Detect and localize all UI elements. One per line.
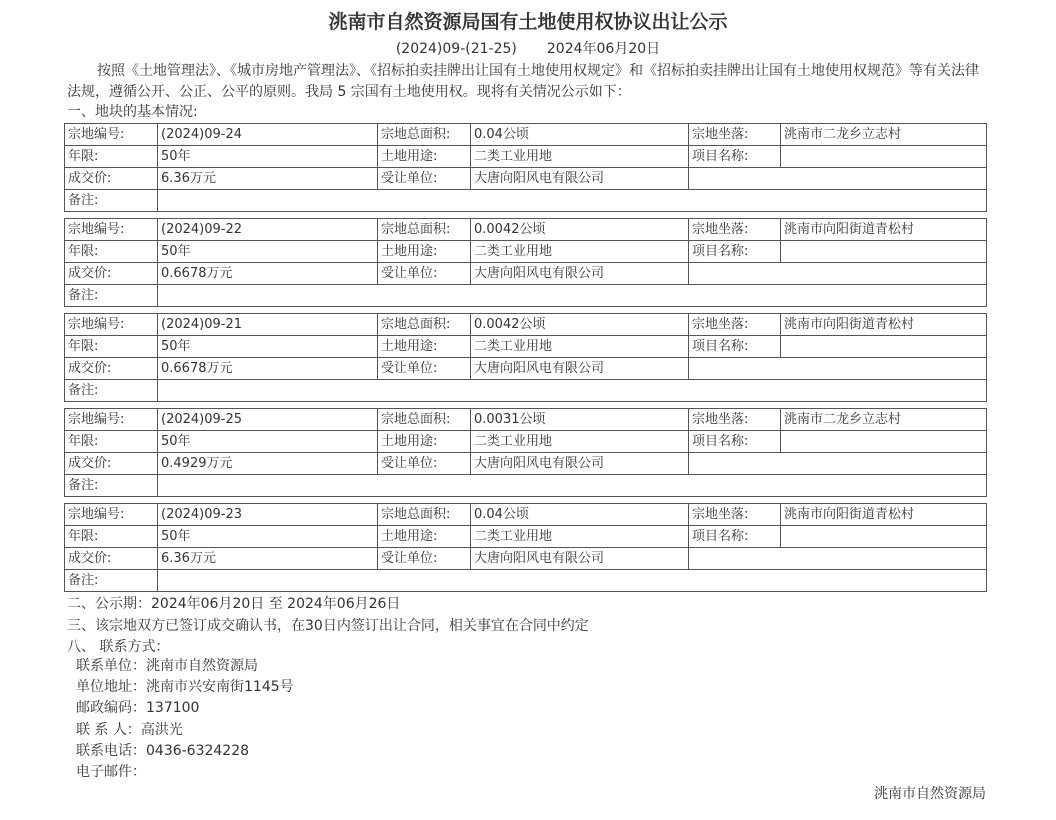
price-value: 0.6678万元 [158,358,378,380]
price-label: 成交价: [65,548,158,570]
remark-label: 备注: [65,380,158,402]
contact-block [76,656,294,783]
term-value: 50年 [158,526,378,548]
area-label: 宗地总面积: [378,504,471,526]
term-label: 年限: [65,431,158,453]
area-value: 0.04公顷 [471,504,689,526]
location-value: 洮南市二龙乡立志村 [781,409,987,431]
price-row-blank [689,263,987,285]
location-label: 宗地坐落: [689,314,781,336]
location-label: 宗地坐落: [689,124,781,146]
term-label: 年限: [65,336,158,358]
use-label: 土地用途: [378,431,471,453]
section-8-heading: 八、 联系方式： [67,639,170,655]
parcel-no-label: 宗地编号: [65,409,158,431]
remark-label: 备注: [65,190,158,212]
project-label: 项目名称: [689,146,781,168]
doc-date: 2024年06月20日 [546,41,661,57]
parcel-row-price [65,548,987,570]
price-row-blank [689,168,987,190]
project-value [781,146,987,168]
area-label: 宗地总面积: [378,409,471,431]
parcel-row-term [65,431,987,453]
parcel-no-value: (2024)09-24 [158,124,378,146]
area-value: 0.0042公顷 [471,314,689,336]
parcel-no-label: 宗地编号: [65,314,158,336]
parcel-no-label: 宗地编号: [65,219,158,241]
project-value [781,526,987,548]
use-value: 二类工业用地 [471,336,689,358]
price-value: 6.36万元 [158,548,378,570]
parcel-row-remark [65,570,987,592]
parcel-row-term [65,336,987,358]
use-label: 土地用途: [378,241,471,263]
parcel-row-term [65,526,987,548]
grantee-label: 受让单位: [378,358,471,380]
location-label: 宗地坐落: [689,504,781,526]
parcel-table [64,503,987,592]
doc-meta [0,39,1056,59]
parcel-row-term [65,146,987,168]
parcel-row-price [65,263,987,285]
term-value: 50年 [158,241,378,263]
area-label: 宗地总面积: [378,124,471,146]
location-label: 宗地坐落: [689,219,781,241]
parcel-no-label: 宗地编号: [65,504,158,526]
grantee-label: 受让单位: [378,263,471,285]
location-label: 宗地坐落: [689,409,781,431]
location-value: 洮南市向阳街道青松村 [781,219,987,241]
parcel-row-remark [65,190,987,212]
notice-sections [67,594,589,659]
parcel-no-value: (2024)09-21 [158,314,378,336]
price-label: 成交价: [65,358,158,380]
remark-value [158,285,987,307]
parcel-row-term [65,241,987,263]
location-value: 洮南市向阳街道青松村 [781,314,987,336]
remark-value [158,190,987,212]
intro-paragraph: 按照《土地管理法》、《城市房地产管理法》、《招标拍卖挂牌出让国有土地使用权规定》和《招标拍卖挂牌出让国有土地使用权规范》等有关法律法规，遵循公开、公正、公平的原则。我局 5 宗国有土地使用权。现将有关情况公示如下： [67,63,979,100]
contact-address: 单位地址：洮南市兴安南街1145号 [76,679,294,696]
parcel-row-price [65,168,987,190]
grantee-value: 大唐向阳风电有限公司 [471,358,689,380]
contact-phone: 联系电话：0436-6324228 [76,742,250,759]
remark-value [158,570,987,592]
price-value: 0.6678万元 [158,263,378,285]
grantee-label: 受让单位: [378,548,471,570]
term-label: 年限: [65,241,158,263]
grantee-value: 大唐向阳风电有限公司 [471,168,689,190]
parcel-row-price [65,358,987,380]
remark-value [158,380,987,402]
doc-number: (2024)09-(21-25) [395,41,517,57]
price-row-blank [689,548,987,570]
remark-label: 备注: [65,475,158,497]
parcel-row-id [65,504,987,526]
area-value: 0.0031公顷 [471,409,689,431]
use-value: 二类工业用地 [471,431,689,453]
price-label: 成交价: [65,168,158,190]
parcel-no-label: 宗地编号: [65,124,158,146]
parcel-row-id [65,124,987,146]
remark-value [158,475,987,497]
page-title: 洮南市自然资源局国有土地使用权协议出让公示 [328,11,728,33]
grantee-value: 大唐向阳风电有限公司 [471,453,689,475]
parcel-row-id [65,409,987,431]
remark-label: 备注: [65,285,158,307]
section-3-contract: 三、该宗地双方已签订成交确认书，在30日内签订出让合同，相关事宜在合同中约定 [67,617,589,634]
price-value: 6.36万元 [158,168,378,190]
remark-label: 备注: [65,570,158,592]
location-value: 洮南市向阳街道青松村 [781,504,987,526]
parcel-no-value: (2024)09-25 [158,409,378,431]
project-value [781,241,987,263]
project-label: 项目名称: [689,241,781,263]
use-label: 土地用途: [378,336,471,358]
term-label: 年限: [65,146,158,168]
term-label: 年限: [65,526,158,548]
area-value: 0.04公顷 [471,124,689,146]
area-label: 宗地总面积: [378,219,471,241]
parcel-table [64,313,987,402]
contact-email: 电子邮件： [76,763,146,780]
price-label: 成交价: [65,453,158,475]
price-value: 0.4929万元 [158,453,378,475]
parcel-no-value: (2024)09-22 [158,219,378,241]
parcel-row-price [65,453,987,475]
term-value: 50年 [158,431,378,453]
parcel-row-id [65,219,987,241]
use-label: 土地用途: [378,146,471,168]
parcel-row-remark [65,475,987,497]
use-label: 土地用途: [378,526,471,548]
area-value: 0.0042公顷 [471,219,689,241]
use-value: 二类工业用地 [471,241,689,263]
project-label: 项目名称: [689,336,781,358]
parcel-table [64,123,987,212]
use-value: 二类工业用地 [471,526,689,548]
section-1-heading: 一、地块的基本情况: [67,104,198,120]
term-value: 50年 [158,146,378,168]
contact-postcode: 邮政编码：137100 [76,700,200,717]
contact-person: 联 系 人：高洪光 [76,721,183,738]
grantee-value: 大唐向阳风电有限公司 [471,263,689,285]
signoff-authority: 洮南市自然资源局 [874,786,986,802]
parcel-no-value: (2024)09-23 [158,504,378,526]
project-label: 项目名称: [689,526,781,548]
term-value: 50年 [158,336,378,358]
grantee-label: 受让单位: [378,453,471,475]
grantee-value: 大唐向阳风电有限公司 [471,548,689,570]
price-row-blank [689,358,987,380]
parcel-list [64,123,986,598]
grantee-label: 受让单位: [378,168,471,190]
use-value: 二类工业用地 [471,146,689,168]
price-row-blank [689,453,987,475]
parcel-table [64,408,987,497]
contact-unit: 联系单位：洮南市自然资源局 [76,658,258,674]
price-label: 成交价: [65,263,158,285]
parcel-row-remark [65,380,987,402]
parcel-row-id [65,314,987,336]
project-value [781,431,987,453]
parcel-table [64,218,987,307]
area-label: 宗地总面积: [378,314,471,336]
project-label: 项目名称: [689,431,781,453]
section-2-period: 二、公示期：2024年06月20日 至 2024年06月26日 [67,596,401,612]
parcel-row-remark [65,285,987,307]
project-value [781,336,987,358]
location-value: 洮南市二龙乡立志村 [781,124,987,146]
